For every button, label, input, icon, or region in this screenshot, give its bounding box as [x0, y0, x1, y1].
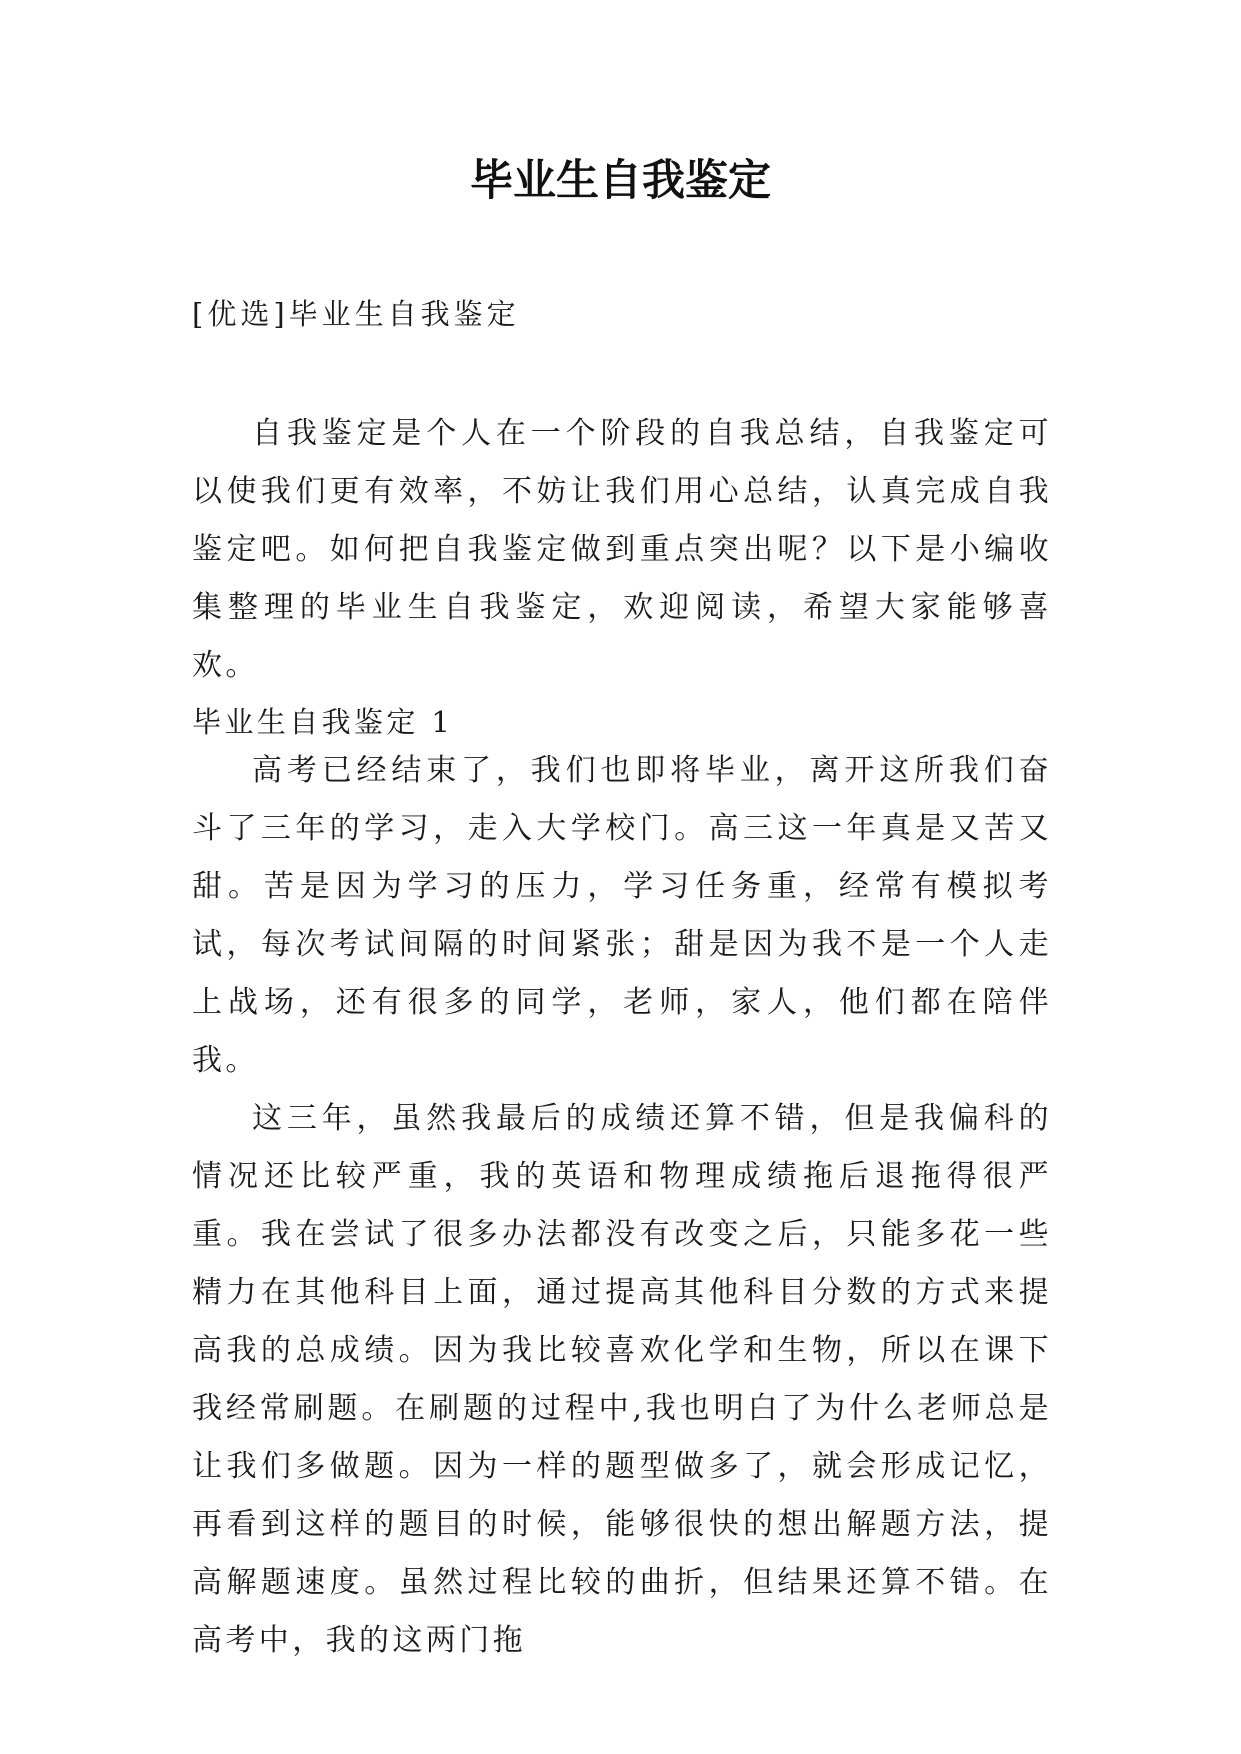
section-paragraph-1: 高考已经结束了，我们也即将毕业，离开这所我们奋斗了三年的学习，走入大学校门。高三这一年真是又苦又甜。苦是因为学习的压力，学习任务重，经常有模拟考试，每次考试间隔的时间紧张；甜是因为我不是一个人走上战场，还有很多的同学，老师，家人，他们都在陪伴我。 [192, 753, 1052, 1078]
section-body [192, 742, 1052, 1670]
document-title: 毕业生自我鉴定 [470, 156, 771, 206]
intro-block [192, 405, 1052, 695]
intro-paragraph: 自我鉴定是个人在一个阶段的自我总结，自我鉴定可以使我们更有效率，不妨让我们用心总结，认真完成自我鉴定吧。如何把自我鉴定做到重点突出呢？以下是小编收集整理的毕业生自我鉴定，欢迎阅读，希望大家能够喜欢。 [192, 416, 1052, 683]
section-heading: 毕业生自我鉴定 1 [192, 705, 454, 739]
document-subtitle: [优选]毕业生自我鉴定 [192, 297, 520, 331]
section-paragraph-2: 这三年，虽然我最后的成绩还算不错，但是我偏科的情况还比较严重，我的英语和物理成绩拖后退拖得很严重。我在尝试了很多办法都没有改变之后，只能多花一些精力在其他科目上面，通过提高其他科目分数的方式来提高我的总成绩。因为我比较喜欢化学和生物，所以在课下我经常刷题。在刷题的过程中,我也明白了为什么老师总是让我们多做题。因为一样的题型做多了，就会形成记忆，再看到这样的题目的时候，能够很快的想出解题方法，提高解题速度。虽然过程比较的曲折，但结果还算不错。在高考中，我的这两门拖 [192, 1101, 1052, 1658]
